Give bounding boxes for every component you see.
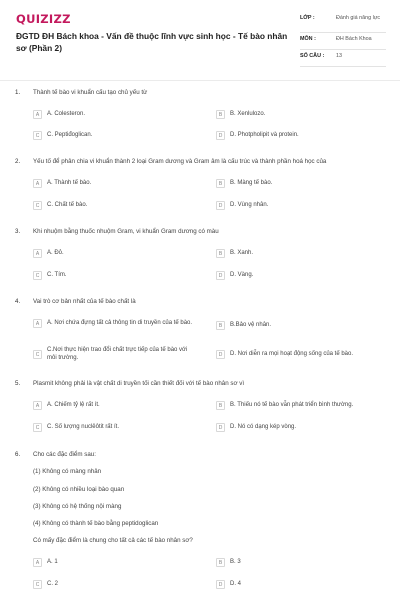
- header-divider: [0, 80, 400, 81]
- question-text: Cho các đặc điểm sau:: [33, 451, 96, 458]
- option-text: A. Đỏ.: [47, 249, 64, 256]
- question-number: 3.: [15, 228, 21, 235]
- option-letter-box: C: [33, 131, 42, 140]
- answer-option-b[interactable]: [216, 401, 353, 410]
- meta-key: MÔN :: [300, 36, 316, 42]
- option-letter-box: D: [216, 201, 225, 210]
- option-text: C. Chất tế bào.: [47, 201, 88, 208]
- option-text: D. Nó có dạng kép vòng.: [230, 423, 297, 430]
- option-letter-box: D: [216, 271, 225, 280]
- statement-item: (2) Không có nhiều loại bào quan: [33, 486, 125, 493]
- option-text: B. Xanh.: [230, 249, 254, 256]
- answer-option-b[interactable]: [216, 558, 241, 567]
- option-letter-box: B: [216, 321, 225, 330]
- option-letter-box: D: [216, 350, 225, 359]
- meta-row-subject: [300, 33, 386, 50]
- option-letter-box: A: [33, 110, 42, 119]
- answer-option-c[interactable]: [33, 347, 197, 362]
- option-letter-box: B: [216, 401, 225, 410]
- meta-key: SỐ CÂU :: [300, 53, 325, 59]
- option-letter-box: B: [216, 558, 225, 567]
- question-text: Vai trò cơ bản nhất của tế bào chất là: [33, 298, 136, 305]
- option-text: B. Xenlulozo.: [230, 110, 266, 117]
- option-text: B.Bảo vệ nhân.: [230, 321, 272, 328]
- answer-option-d[interactable]: [216, 271, 253, 280]
- answer-option-a[interactable]: [33, 319, 197, 328]
- option-letter-box: A: [33, 319, 42, 328]
- option-letter-box: A: [33, 558, 42, 567]
- question-text: Thành tế bào vi khuẩn cấu tạo chủ yếu từ: [33, 89, 148, 96]
- meta-row-count: [300, 50, 386, 67]
- option-text: C. 2: [47, 580, 59, 587]
- question-number: 5.: [15, 380, 21, 387]
- answer-option-a[interactable]: [33, 401, 100, 410]
- option-letter-box: B: [216, 179, 225, 188]
- option-letter-box: D: [216, 423, 225, 432]
- answer-option-b[interactable]: [216, 249, 253, 258]
- option-text: D. 4: [230, 580, 242, 587]
- meta-table: [300, 12, 386, 67]
- option-letter-box: B: [216, 110, 225, 119]
- option-text: B. Thiếu nó tế bào vẫn phát triển bình thường.: [230, 401, 354, 408]
- option-letter-box: B: [216, 249, 225, 258]
- statement-item: (3) Không có hệ thống nội màng: [33, 503, 122, 510]
- option-text: A. Thành tế bào.: [47, 179, 92, 186]
- option-text: A. Nơi chứa đựng tất cả thông tin di truyền của tế bào.: [47, 319, 193, 326]
- meta-value: Đánh giá năng lực: [336, 15, 381, 21]
- answer-option-d[interactable]: [216, 131, 299, 140]
- option-text: C.Nơi thực hiện trao đổi chất trực tiếp của tế bào với môi trường.: [47, 347, 188, 361]
- page-title: ĐGTD ĐH Bách khoa - Vấn đề thuộc lĩnh vực sinh học - Tế bào nhân sơ (Phần 2): [16, 31, 288, 53]
- option-text: A. Chiếm tỷ lệ rất ít.: [47, 401, 100, 408]
- answer-option-a[interactable]: [33, 179, 91, 188]
- meta-row-class: [300, 12, 386, 33]
- option-letter-box: D: [216, 580, 225, 589]
- option-letter-box: C: [33, 423, 42, 432]
- statement-item: (1) Không có màng nhân: [33, 468, 102, 475]
- answer-option-a[interactable]: [33, 558, 58, 567]
- option-text: B. 3: [230, 558, 241, 565]
- option-letter-box: A: [33, 249, 42, 258]
- option-letter-box: C: [33, 271, 42, 280]
- answer-option-d[interactable]: [216, 423, 296, 432]
- answer-option-b[interactable]: [216, 110, 265, 119]
- question-text: Khi nhuộm bằng thuốc nhuộm Gram, vi khuẩn Gram dương có màu: [33, 228, 219, 235]
- answer-option-b[interactable]: [216, 179, 272, 188]
- question-number: 2.: [15, 158, 21, 165]
- answer-option-a[interactable]: [33, 110, 85, 119]
- answer-option-a[interactable]: [33, 249, 64, 258]
- option-letter-box: C: [33, 580, 42, 589]
- meta-value: ĐH Bách Khoa: [336, 36, 372, 42]
- option-text: C. Peptiđoglican.: [47, 131, 93, 138]
- question-number: 6.: [15, 451, 21, 458]
- question-text: Plasmit không phải là vật chất di truyền tối cần thiết đối với tế bào nhân sơ vì: [33, 380, 245, 387]
- answer-option-d[interactable]: [216, 350, 353, 359]
- question-text: Yếu tố để phân chia vi khuẩn thành 2 loại Gram dương và Gram âm là cấu trúc và thành phần hoá học của: [33, 158, 327, 165]
- quizizz-logo: QUIZIZZ: [16, 12, 71, 26]
- option-text: A. 1: [47, 558, 58, 565]
- answer-option-c[interactable]: [33, 201, 87, 210]
- option-text: C. Số lượng nuclêôtit rất ít.: [47, 423, 119, 430]
- statement-item: (4) Không có thành tế bào bằng peptidoglican: [33, 520, 159, 527]
- answer-option-d[interactable]: [216, 580, 241, 589]
- followup-question: Có mấy đặc điểm là chung cho tất cả các tế bào nhân sơ?: [33, 537, 193, 544]
- option-text: C. Tím.: [47, 271, 67, 278]
- meta-value: 13: [336, 53, 342, 59]
- answer-option-c[interactable]: [33, 423, 119, 432]
- option-text: A. Colesteron.: [47, 110, 86, 117]
- option-letter-box: A: [33, 401, 42, 410]
- answer-option-c[interactable]: [33, 580, 58, 589]
- option-text: D. Photpholipit và protein.: [230, 131, 299, 138]
- answer-option-c[interactable]: [33, 131, 92, 140]
- option-text: D. Nơi diễn ra mọi hoạt động sống của tế bào.: [230, 350, 354, 357]
- option-letter-box: C: [33, 350, 42, 359]
- question-number: 4.: [15, 298, 21, 305]
- option-text: D. Vùng nhân.: [230, 201, 269, 208]
- answer-option-c[interactable]: [33, 271, 67, 280]
- answer-option-d[interactable]: [216, 201, 268, 210]
- option-text: B. Màng tế bào.: [230, 179, 273, 186]
- option-text: D. Vàng.: [230, 271, 254, 278]
- option-letter-box: D: [216, 131, 225, 140]
- question-number: 1.: [15, 89, 21, 96]
- answer-option-b[interactable]: [216, 321, 271, 330]
- meta-key: LỚP :: [300, 15, 315, 21]
- option-letter-box: A: [33, 179, 42, 188]
- option-letter-box: C: [33, 201, 42, 210]
